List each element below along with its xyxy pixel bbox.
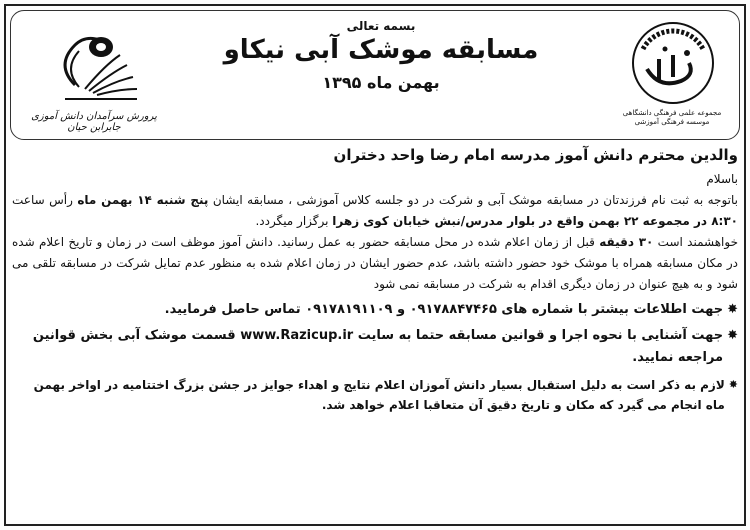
date-line: بهمن ماه ۱۳۹۵ [322, 73, 440, 92]
star-icon: ✸ [728, 378, 738, 391]
bismillah: بسمه تعالی [346, 19, 416, 33]
schedule-date: پنج شنبه ۱۴ بهمن ماه [77, 193, 209, 207]
letter-salam: باسلام [706, 172, 738, 186]
letter-greeting: والدین محترم دانش آموز مدرسه امام رضا واحد دختران [333, 146, 738, 164]
bullet-rules [12, 325, 738, 369]
ceremony-text: لازم به ذکر است به دلیل استقبال بسیار دانش آموزان اعلام نتایج و اهداء جوایز در جشن بزرگ اختتامیه در اواخر بهمن ماه انجام می گیرد که مکان و تاریخ دقیق آن متعاقبا اعلام خواهد شد. [33, 378, 725, 412]
paragraph-schedule [12, 190, 738, 232]
bullet-ceremony [12, 375, 738, 415]
attendance-minutes: ۳۰ دقیقه [599, 235, 654, 249]
schedule-text-2: رأس ساعت [12, 193, 78, 207]
header-titles [201, 19, 561, 92]
rules-text: جهت آشنایی با نحوه اجرا و قوانین مسابقه حتما به سایت www.Razicup.ir قسمت موشک آبی بخش قوانین مراجعه نمایید. [32, 328, 724, 365]
left-logo-caption: پرورش سرآمدان دانش آموزی جابرابن حیان [31, 111, 157, 133]
schedule-text-1: باتوجه به ثبت نام فرزندتان در مسابقه موشک آبی و شرکت در دو جلسه کلاس آموزشی ، مسابقه ایشان [208, 193, 738, 207]
letterhead [10, 10, 740, 140]
right-logo-caption [617, 109, 727, 127]
right-logo-caption-line-1: مجموعه علمی فرهنگی دانشگاهی [622, 109, 722, 117]
schedule-time-location: ۸:۳۰ در مجموعه ۲۲ بهمن واقع در بلوار مدرس/نبش خیابان کوی زهرا [332, 214, 738, 228]
attendance-text-1: خواهشمند است [653, 235, 738, 249]
institute-logo-icon [629, 19, 717, 107]
page-title: مسابقه موشک آبی نیکاو [223, 35, 539, 65]
jaber-logo-icon [45, 25, 145, 113]
bullet-contact [12, 299, 738, 321]
attendance-text-2: قبل از زمان اعلام شده در محل مسابقه حضور به عمل رسانید. دانش آموز موظف است در زمان و تاریخ اعلام شده در مکان مسابقه همراه با موشک خود حضور داشته باشد، عدم حضور ایشان در زمان اعلام شده به منظور عدم تمایل شرکت در مسابقه تلقی می شود و به هیچ عنوان در زمان دیگری اقدام به شرکت در مسابقه نمی شود [12, 235, 738, 291]
star-icon: ✸ [727, 328, 738, 343]
contact-text: جهت اطلاعات بیشتر با شماره های ۰۹۱۷۸۸۴۷۴۶۵ و ۰۹۱۷۸۱۹۱۱۰۹ تماس حاصل فرمایید. [164, 302, 724, 317]
schedule-text-3: برگزار میگردد. [255, 214, 333, 228]
star-icon: ✸ [727, 302, 738, 317]
letter-body [12, 146, 738, 415]
right-logo-caption-line-2: موسسه فرهنگی آموزشی [634, 118, 710, 126]
paragraph-attendance [12, 232, 738, 295]
